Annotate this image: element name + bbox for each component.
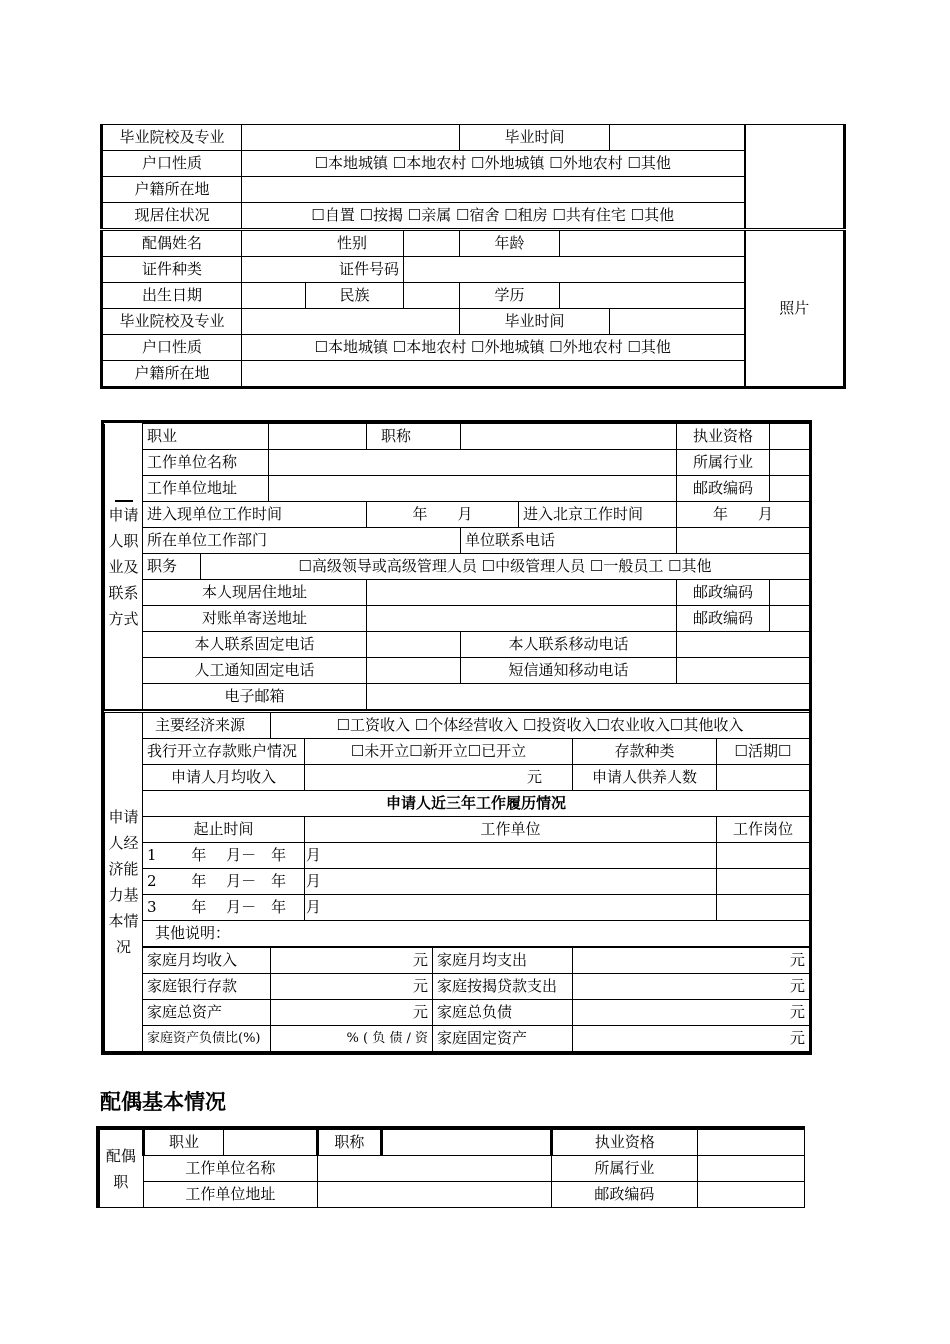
label-sp-qualification: 执业资格 — [551, 1130, 697, 1156]
input-qualification[interactable] — [770, 424, 810, 450]
label-sp-employer: 工作单位名称 — [143, 1156, 318, 1182]
label-enter-bj: 进入北京工作时间 — [519, 502, 677, 528]
label-occupation: 职业 — [143, 424, 269, 450]
label-deposit-type: 存款种类 — [573, 739, 717, 765]
basic-info-table — [100, 124, 846, 389]
input-enter-time[interactable]: 年 月 — [367, 502, 519, 528]
history-time-text: 年 月－ 年 月 — [191, 898, 321, 916]
spouse-section-heading: 配偶基本情况 — [100, 1090, 226, 1114]
label-sp-title: 职称 — [318, 1130, 381, 1156]
label-home-addr: 本人现居住地址 — [143, 580, 367, 606]
label-home-postcode: 邮政编码 — [677, 580, 770, 606]
label-qualification: 执业资格 — [677, 424, 770, 450]
label-spouse-school: 毕业院校及专业 — [102, 309, 242, 335]
label-bill-postcode: 邮政编码 — [677, 606, 770, 632]
label-sp-postcode: 邮政编码 — [551, 1182, 697, 1208]
label-grad-time: 毕业时间 — [460, 125, 610, 151]
input-fixed-phone[interactable] — [367, 632, 461, 658]
income-options[interactable]: ☐工资收入 ☐个体经营收入 ☐投资收入☐农业收入☐其他收入 — [271, 712, 810, 739]
input-fam-expense[interactable]: 元 — [573, 947, 810, 974]
label-fam-assets: 家庭总资产 — [143, 1000, 271, 1026]
account-options[interactable]: ☐未开立☐新开立☐已开立 — [305, 739, 573, 765]
history-unit-1[interactable] — [305, 843, 717, 869]
spouse-side-label: 配偶职 — [100, 1130, 144, 1208]
position-options[interactable]: ☐高级领导或高级管理人员 ☐中级管理人员 ☐一般员工 ☐其他 — [201, 554, 810, 580]
history-time-text: 年 月－ 年 月 — [191, 846, 321, 864]
input-sp-employer[interactable] — [318, 1156, 552, 1182]
label-fam-debt: 家庭总负债 — [433, 1000, 573, 1026]
hukou-options[interactable]: ☐本地城镇 ☐本地农村 ☐外地城镇 ☐外地农村 ☐其他 — [242, 151, 745, 177]
job-side-label: 申请人职业及联系方式 — [105, 424, 143, 710]
label-income-src: 主要经济来源 — [143, 712, 271, 739]
photo-box: 照片 — [745, 230, 845, 388]
history-time-3[interactable] — [143, 895, 321, 921]
input-sp-title[interactable] — [381, 1130, 551, 1156]
label-postcode: 邮政编码 — [677, 476, 770, 502]
residence-options[interactable]: ☐自置 ☐按揭 ☐亲属 ☐宿舍 ☐租房 ☐共有住宅 ☐其他 — [242, 203, 745, 230]
input-mobile[interactable] — [677, 632, 810, 658]
label-id-type: 证件种类 — [102, 257, 242, 283]
label-residence: 现居住状况 — [102, 203, 242, 230]
input-id-no[interactable] — [404, 257, 745, 283]
label-enter-time: 进入现单位工作时间 — [143, 502, 367, 528]
label-fam-expense: 家庭月均支出 — [433, 947, 573, 974]
job-table — [104, 423, 810, 710]
label-title: 职称 — [367, 424, 461, 450]
input-age[interactable] — [560, 230, 745, 257]
label-fam-ratio: 家庭资产负债比(%) — [143, 1026, 271, 1052]
other-notes[interactable]: 其他说明： — [143, 921, 810, 948]
input-title[interactable] — [461, 424, 677, 450]
label-id-no: 证件号码 — [242, 257, 404, 283]
label-dependents: 申请人供养人数 — [573, 765, 717, 791]
label-mobile: 本人联系移动电话 — [461, 632, 677, 658]
history-no: 3 — [147, 898, 157, 916]
econ-side-label: 申请人经济能力基本情况 — [105, 712, 143, 1052]
label-h-unit: 工作单位 — [305, 817, 717, 843]
input-fam-ratio[interactable]: % ( 负 债 / 资 — [271, 1026, 433, 1052]
input-email[interactable] — [367, 684, 810, 710]
label-position: 职务 — [143, 554, 201, 580]
label-email: 电子邮箱 — [143, 684, 367, 710]
input-school[interactable] — [242, 125, 460, 151]
label-fam-deposit: 家庭银行存款 — [143, 974, 271, 1000]
input-spouse-grad[interactable] — [610, 309, 745, 335]
input-sp-qualification[interactable] — [698, 1130, 805, 1156]
input-monthly[interactable] — [305, 765, 573, 791]
input-home-postcode[interactable] — [770, 580, 810, 606]
history-time-1[interactable] — [143, 843, 321, 869]
input-postcode[interactable] — [770, 476, 810, 502]
label-hukou: 户口性质 — [102, 151, 242, 177]
label-industry: 所属行业 — [677, 450, 770, 476]
input-fam-debt[interactable]: 元 — [573, 1000, 810, 1026]
label-fam-fixed: 家庭固定资产 — [433, 1026, 573, 1052]
label-spouse-hukou: 户口性质 — [102, 335, 242, 361]
input-sp-employer-addr[interactable] — [318, 1182, 552, 1208]
input-dependents[interactable] — [717, 765, 810, 791]
label-employer: 工作单位名称 — [143, 450, 269, 476]
label-ethnic: 民族 — [306, 283, 404, 309]
input-industry[interactable] — [770, 450, 810, 476]
spouse-job-block — [96, 1126, 805, 1208]
input-fam-mortgage[interactable]: 元 — [573, 974, 810, 1000]
input-fam-assets[interactable]: 元 — [271, 1000, 433, 1026]
history-title: 申请人近三年工作履历情况 — [143, 791, 810, 817]
label-h-time: 起止时间 — [143, 817, 305, 843]
label-fam-income: 家庭月均收入 — [143, 947, 271, 974]
input-enter-bj[interactable]: 年 月 — [677, 502, 810, 528]
input-unit-phone[interactable] — [677, 528, 810, 554]
label-spouse-name: 配偶姓名 — [102, 230, 242, 257]
label-birth: 出生日期 — [102, 283, 242, 309]
label-notify-fixed: 人工通知固定电话 — [143, 658, 367, 684]
input-edu[interactable] — [560, 283, 745, 309]
input-sp-occupation[interactable] — [224, 1130, 318, 1156]
input-sms-mobile[interactable] — [677, 658, 810, 684]
label-edu: 学历 — [460, 283, 560, 309]
input-ethnic[interactable] — [404, 283, 460, 309]
input-domicile[interactable] — [242, 177, 745, 203]
history-no: 1 — [147, 846, 157, 864]
history-post-1[interactable] — [717, 843, 810, 869]
label-domicile: 户籍所在地 — [102, 177, 242, 203]
input-bill-addr[interactable] — [367, 606, 677, 632]
input-spouse-school[interactable] — [242, 309, 460, 335]
label-h-post: 工作岗位 — [717, 817, 810, 843]
input-gender[interactable] — [404, 230, 460, 257]
input-sp-postcode[interactable] — [698, 1182, 805, 1208]
spouse-job-table — [99, 1129, 805, 1208]
label-bill-addr: 对账单寄送地址 — [143, 606, 367, 632]
history-unit-3[interactable] — [305, 895, 717, 921]
label-unit-phone: 单位联系电话 — [461, 528, 677, 554]
applicant-detail-block — [101, 420, 812, 1055]
input-employer[interactable] — [269, 450, 677, 476]
input-occupation[interactable] — [269, 424, 367, 450]
label-fam-mortgage: 家庭按揭贷款支出 — [433, 974, 573, 1000]
label-gender: 性别 — [242, 230, 404, 257]
input-fam-deposit[interactable]: 元 — [271, 974, 433, 1000]
label-monthly: 申请人月均收入 — [143, 765, 305, 791]
label-employer-addr: 工作单位地址 — [143, 476, 269, 502]
label-sp-employer-addr: 工作单位地址 — [143, 1182, 318, 1208]
deposit-options[interactable]: ☐活期☐ — [717, 739, 810, 765]
history-no: 2 — [147, 872, 157, 890]
input-fam-fixed[interactable]: 元 — [573, 1026, 810, 1052]
input-spouse-domicile[interactable] — [242, 361, 745, 388]
history-time-2[interactable] — [143, 869, 321, 895]
input-employer-addr[interactable] — [269, 476, 677, 502]
econ-table — [104, 710, 810, 1052]
basic-info-block — [100, 124, 846, 389]
history-post-2[interactable] — [717, 869, 810, 895]
history-time-text: 年 月－ 年 月 — [191, 872, 321, 890]
label-sp-occupation: 职业 — [143, 1130, 224, 1156]
label-school: 毕业院校及专业 — [102, 125, 242, 151]
label-spouse-grad: 毕业时间 — [460, 309, 610, 335]
label-age: 年龄 — [460, 230, 560, 257]
blank-cell — [745, 125, 845, 230]
label-fixed-phone: 本人联系固定电话 — [143, 632, 367, 658]
input-notify-fixed[interactable] — [367, 658, 461, 684]
input-grad-time[interactable] — [610, 125, 745, 151]
spouse-hukou-options[interactable]: ☐本地城镇 ☐本地农村 ☐外地城镇 ☐外地农村 ☐其他 — [242, 335, 745, 361]
label-dept: 所在单位工作部门 — [143, 528, 461, 554]
input-birth[interactable] — [242, 283, 306, 309]
label-sms-mobile: 短信通知移动电话 — [461, 658, 677, 684]
input-fam-income[interactable]: 元 — [271, 947, 433, 974]
input-sp-industry[interactable] — [698, 1156, 805, 1182]
yuan-unit: 元 — [526, 768, 542, 786]
input-home-addr[interactable] — [367, 580, 677, 606]
label-spouse-domicile: 户籍所在地 — [102, 361, 242, 388]
history-post-3[interactable] — [717, 895, 810, 921]
history-unit-2[interactable] — [305, 869, 717, 895]
label-account: 我行开立存款账户情况 — [143, 739, 305, 765]
label-sp-industry: 所属行业 — [551, 1156, 697, 1182]
input-bill-postcode[interactable] — [770, 606, 810, 632]
